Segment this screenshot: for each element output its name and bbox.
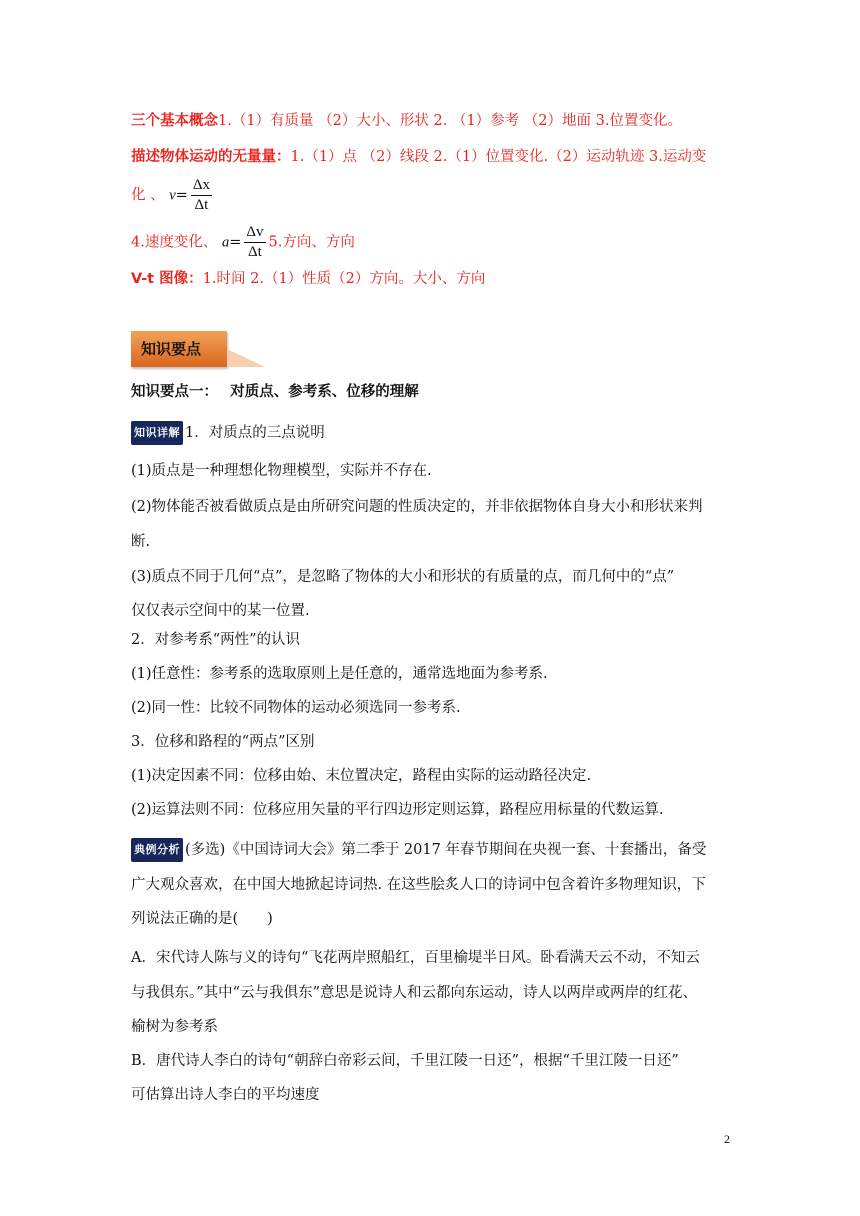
formula-variable-v: v (169, 187, 176, 204)
point-heading: 知识要点一： 对质点、参考系、位移的理解 (131, 384, 419, 400)
paragraph: (1)任意性：参考系的选取原则上是任意的，通常选地面为参考系. (131, 666, 548, 682)
option-b: B．唐代诗人李白的诗句“朝辞白帝彩云间，千里江陵一日还”，根据“千里江陵一日还” (131, 1053, 679, 1069)
summary-line-4 (131, 223, 745, 262)
paragraph: 3．位移和路程的“两点”区别 (131, 734, 315, 750)
paragraph: 仅仅表示空间中的某一位置. (131, 603, 310, 619)
formula-variable-a: a (221, 234, 230, 251)
question-stem: 广大观众喜欢，在中国大地掀起诗词热. 在这些脍炙人口的诗词中包含着许多物理知识，下 (131, 877, 706, 893)
summary-label-vt: V-t 图像： (131, 271, 203, 287)
paragraph: 断. (131, 534, 151, 550)
banner-title: 知识要点 (141, 340, 202, 358)
banner-box (131, 331, 227, 367)
summary-line-2 (131, 147, 745, 167)
option-b: 可估算出诗人李白的平均速度 (131, 1087, 320, 1103)
summary-text: 1.（1）点 （2）线段 2.（1）位置变化.（2）运动轨迹 3.运动变 (290, 149, 707, 165)
banner-tail-decoration (227, 349, 265, 367)
summary-label-concepts: 三个基本概念 (131, 113, 218, 129)
option-a: 榆树为参考系 (131, 1019, 218, 1035)
summary-text: 4.速度变化、 (131, 234, 218, 251)
paragraph: (1)质点是一种理想化物理模型，实际并不存在. (131, 463, 432, 479)
section-banner (131, 331, 265, 371)
formula-equals: = (229, 234, 242, 251)
question-stem: 列说法正确的是( ) (131, 911, 273, 927)
formula-denominator: Δt (194, 197, 209, 213)
paragraph: 2．对参考系“两性”的认识 (131, 632, 301, 648)
summary-label-quantities: 描述物体运动的无量量： (131, 149, 291, 165)
summary-text: 1.（1）有质量 （2）大小、形状 2. （1）参考 （2）地面 3.位置变化。 (218, 113, 682, 129)
example-tag-icon: 典例分析 (131, 838, 183, 862)
page-number: 2 (724, 1132, 730, 1146)
summary-text: 1.时间 2.（1）性质（2）方向。大小、方向 (202, 271, 486, 287)
summary-text: 化 、 (131, 187, 165, 204)
question-stem (131, 838, 745, 862)
summary-text: 5.方向、方向 (268, 234, 355, 251)
paragraph-text: 1．对质点的三点说明 (185, 425, 325, 441)
formula-fraction (191, 176, 212, 215)
formula-numerator: Δv (244, 223, 265, 243)
paragraph: (2)同一性：比较不同物体的运动必须选同一参考系. (131, 700, 461, 716)
paragraph: (2)物体能否被看做质点是由所研究问题的性质决定的，并非依据物体自身大小和形状来判 (131, 499, 703, 515)
summary-line-3 (131, 176, 745, 215)
formula-equals: = (175, 187, 188, 204)
paragraph: (3)质点不同于几何“点”，是忽略了物体的大小和形状的有质量的点，而几何中的“点” (131, 569, 675, 585)
summary-line-1 (131, 111, 745, 131)
question-text: (多选)《中国诗词大会》第二季于 2017 年春节期间在央视一套、十套播出，备受 (185, 842, 707, 858)
formula-numerator: Δx (191, 176, 212, 196)
paragraph: (1)决定因素不同：位移由始、末位置决定，路程由实际的运动路径决定. (131, 768, 592, 784)
option-a: A．宋代诗人陈与义的诗句“飞花两岸照船红，百里榆堤半日风。卧看满天云不动，不知云 (131, 950, 700, 966)
detail-tag-icon: 知识详解 (131, 421, 183, 445)
summary-line-5 (131, 269, 745, 289)
paragraph: (2)运算法则不同：位移应用矢量的平行四边形定则运算，路程应用标量的代数运算. (131, 802, 664, 818)
formula-fraction (244, 223, 265, 262)
option-a: 与我俱东。”其中“云与我俱东”意思是说诗人和云都向东运动，诗人以两岸或两岸的红花、 (131, 985, 697, 1001)
formula-denominator: Δt (248, 244, 262, 260)
paragraph (131, 421, 745, 445)
